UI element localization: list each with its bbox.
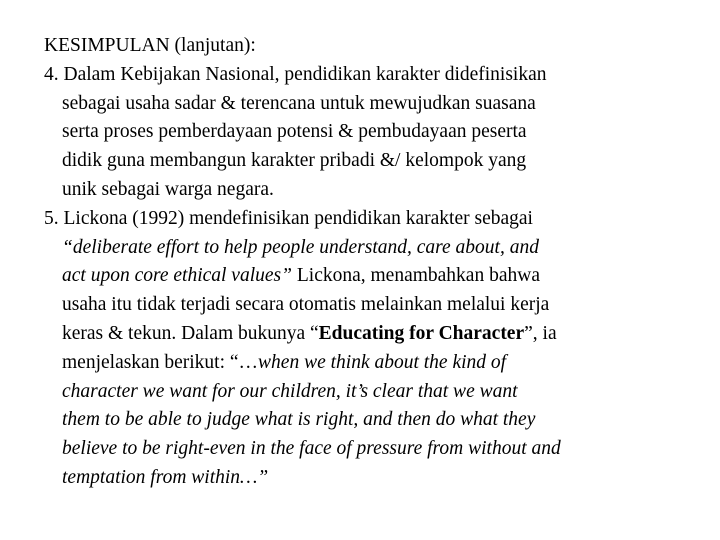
point-5-line-3-text: Lickona, menambahkan bahwa: [291, 265, 540, 287]
point-5-line-5: [44, 320, 694, 349]
point-5-line-3: [44, 262, 694, 291]
lickona-quote-line-2: act upon core ethical values”: [62, 265, 292, 287]
book-title: Educating for Character: [318, 322, 525, 344]
point-4-paragraph: [44, 61, 694, 205]
point-5-line-5-post: ”, ia: [524, 322, 557, 344]
point-5-paragraph: [44, 205, 694, 493]
point-4-line-4: didik guna membangun karakter pribadi &/ kelompok yang: [62, 150, 527, 172]
point-5-line-4: usaha itu tidak terjadi secara otomatis melainkan melalui kerja: [62, 294, 550, 316]
point-4-line-2: sebagai usaha sadar & terencana untuk mewujudkan suasana: [62, 92, 536, 114]
point-5-line-5-pre: keras & tekun. Dalam bukunya “: [62, 322, 319, 344]
point-5-line-6: [44, 349, 694, 378]
point-4-line-1: 4. Dalam Kebijakan Nasional, pendidikan karakter didefinisikan: [44, 63, 547, 85]
point-4-line-3: serta proses pemberdayaan potensi & pembudayaan peserta: [62, 121, 527, 143]
point-5-line-1: 5. Lickona (1992) mendefinisikan pendidikan karakter sebagai: [44, 207, 533, 229]
section-heading: KESIMPULAN (lanjutan):: [44, 35, 256, 56]
book-quote-line-5: temptation from within…”: [62, 466, 269, 488]
book-quote-line-3: them to be able to judge what is right, and then do what they: [62, 409, 536, 431]
book-quote-line-4: believe to be right-even in the face of pressure from without and: [62, 438, 561, 460]
slide-body: [44, 32, 694, 493]
book-quote-line-2: character we want for our children, it’s clear that we want: [62, 380, 518, 402]
book-quote-line-1: when we think about the kind of: [258, 351, 507, 373]
point-4-line-5: unik sebagai warga negara.: [62, 178, 274, 200]
point-5-line-6-text: menjelaskan berikut: “…: [62, 351, 259, 373]
lickona-quote-line-1: “deliberate effort to help people understand, care about, and: [62, 236, 539, 258]
